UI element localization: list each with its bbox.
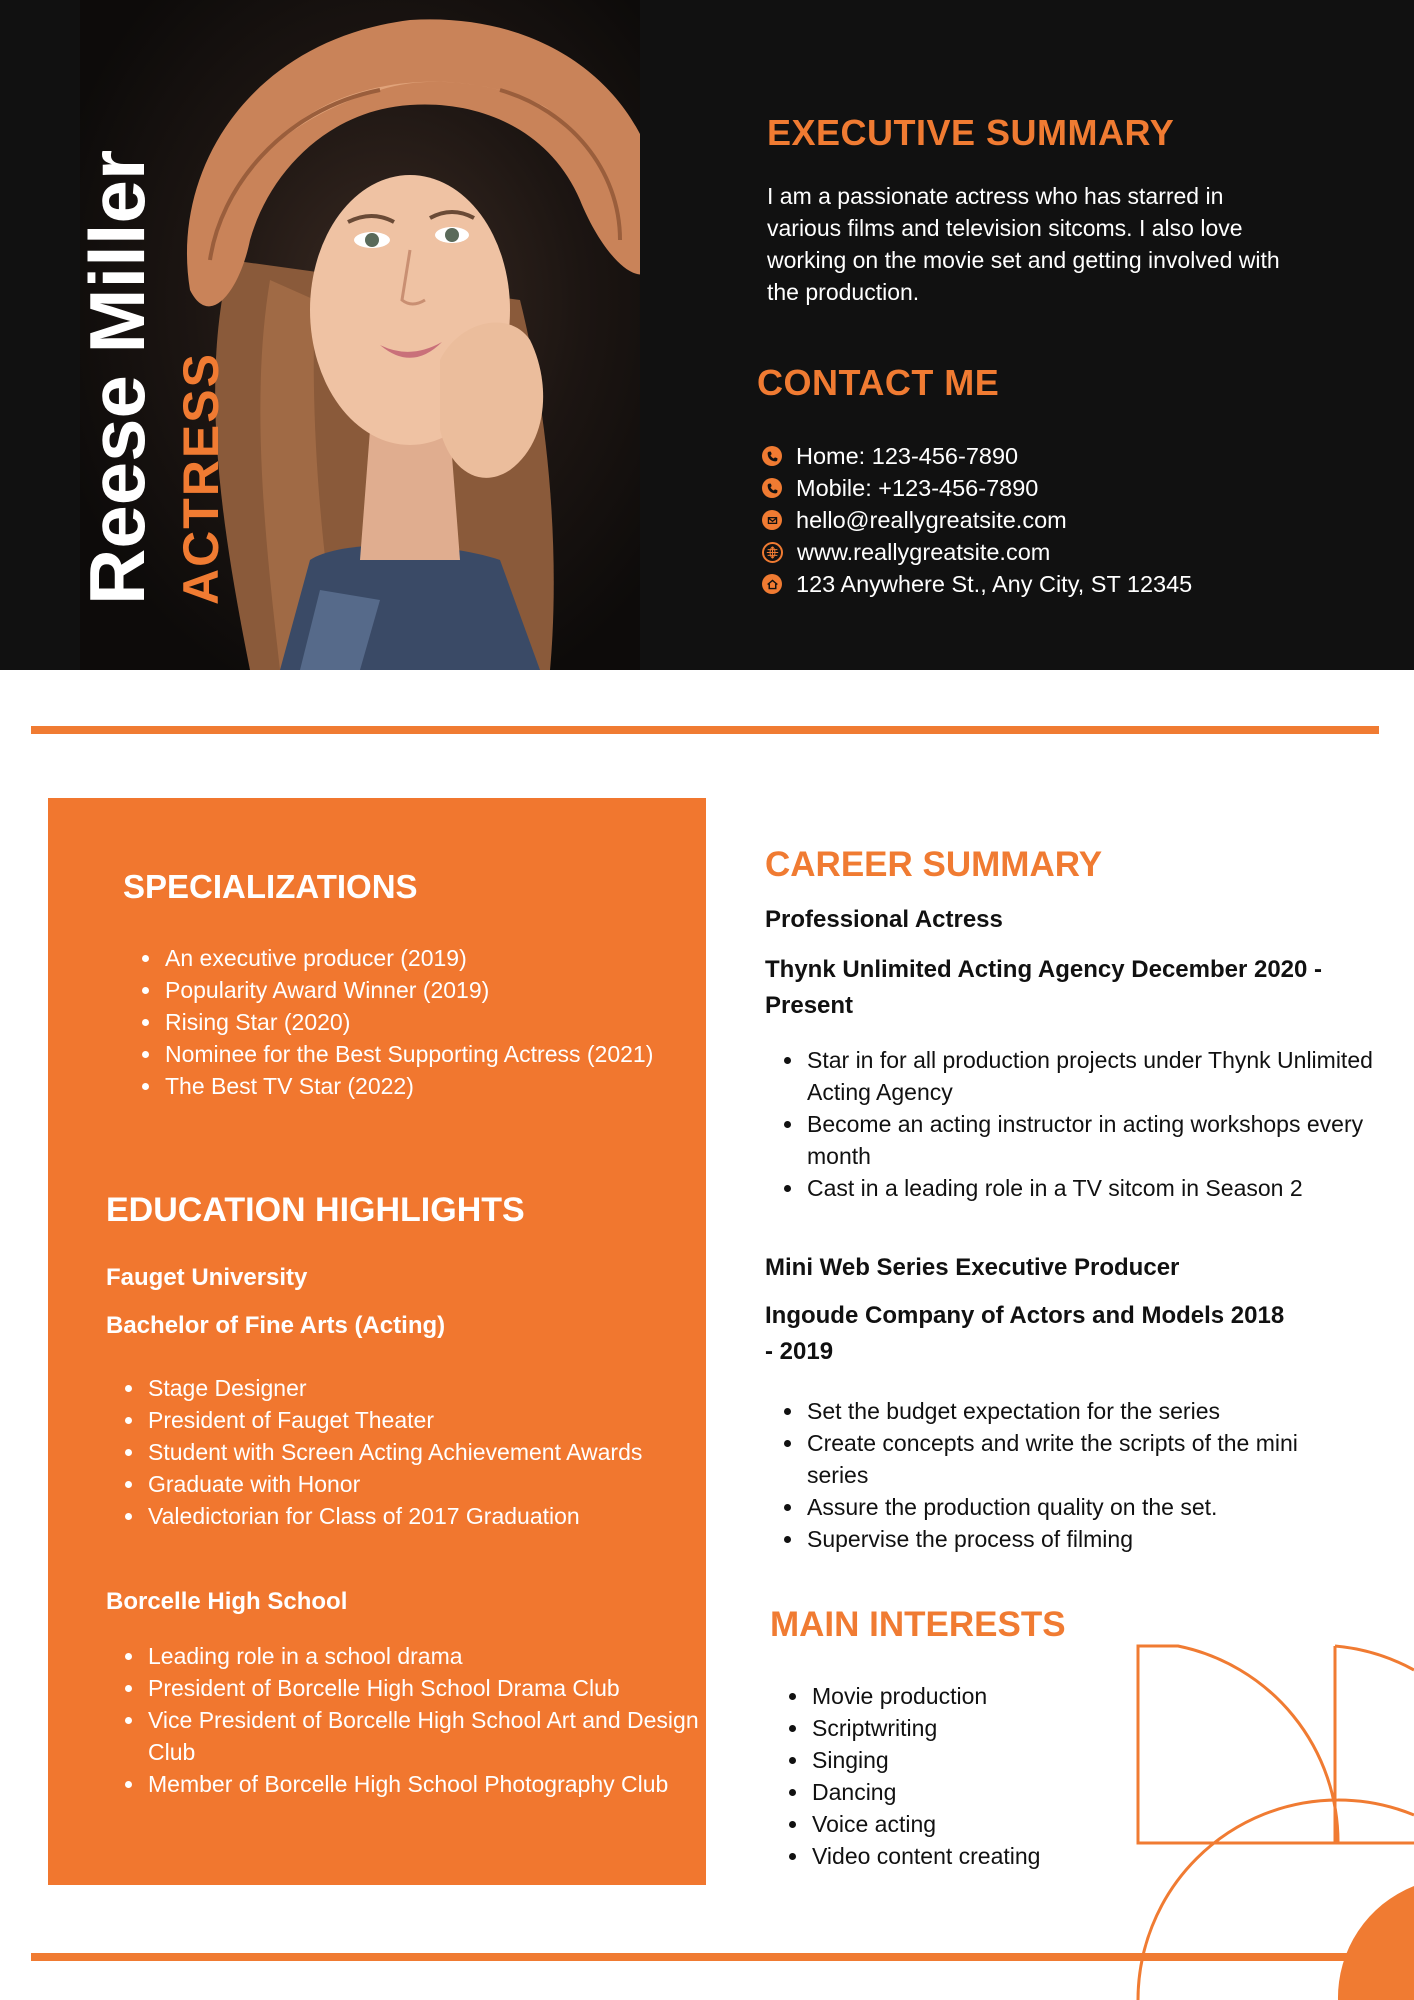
role-title: ACTRESS (173, 352, 229, 605)
job-company: Ingoude Company of Actors and Models 2018 - 2019 (765, 1302, 1285, 1365)
high-school-list (106, 1640, 726, 1800)
university-name: Fauget University (106, 1264, 308, 1291)
list-item: • Cast in a leading role in a TV sitcom in Season 2 (805, 1172, 1405, 1204)
list-item: • Valedictorian for Class of 2017 Graduation (146, 1500, 726, 1532)
executive-summary-heading: EXECUTIVE SUMMARY (767, 112, 1175, 153)
list-item: • Graduate with Honor (146, 1468, 726, 1500)
list-item: • Movie production (810, 1680, 1150, 1712)
list-item: • Supervise the process of filming (805, 1523, 1365, 1555)
list-item: • Leading role in a school drama (146, 1640, 726, 1672)
list-item: • Vice President of Borcelle High School Art and Design Club (146, 1704, 726, 1768)
globe-icon (762, 542, 783, 563)
job-position: Mini Web Series Executive Producer (765, 1254, 1180, 1281)
degree-name: Bachelor of Fine Arts (Acting) (106, 1312, 446, 1339)
contact-item-email[interactable] (762, 504, 1192, 536)
contact-heading: CONTACT ME (757, 362, 1000, 403)
job-duties-list (765, 1395, 1365, 1555)
list-item: • President of Fauget Theater (146, 1404, 726, 1436)
name-title: Reese Miller (73, 149, 161, 605)
portrait-photo (80, 0, 640, 670)
list-item: • The Best TV Star (2022) (163, 1070, 723, 1102)
education-heading: EDUCATION HIGHLIGHTS (106, 1191, 525, 1229)
list-item: • Nominee for the Best Supporting Actress (2021) (163, 1038, 723, 1070)
contact-item-address[interactable] (762, 568, 1192, 600)
job-position: Professional Actress (765, 906, 1003, 933)
decorative-shapes (1130, 1640, 1414, 2000)
contact-item-mobile-phone[interactable] (762, 472, 1192, 504)
list-item: • Video content creating (810, 1840, 1150, 1872)
list-item: • Star in for all production projects under Thynk Unlimited Acting Agency (805, 1044, 1405, 1108)
contact-email-text: hello@reallygreatsite.com (796, 506, 1067, 533)
contact-home-phone-text: Home: 123-456-7890 (796, 442, 1019, 469)
contact-address-text: 123 Anywhere St., Any City, ST 12345 (796, 570, 1193, 597)
job-company: Thynk Unlimited Acting Agency December 2020 - Present (765, 956, 1323, 1019)
list-item: • Assure the production quality on the set. (805, 1491, 1365, 1523)
career-summary-heading: CAREER SUMMARY (765, 845, 1103, 884)
job-duties-list (765, 1044, 1405, 1204)
home-icon (762, 574, 782, 594)
list-item: • Member of Borcelle High School Photography Club (146, 1768, 726, 1800)
university-list (106, 1372, 726, 1532)
list-item: • Popularity Award Winner (2019) (163, 974, 723, 1006)
top-divider (31, 726, 1379, 734)
list-item: • Student with Screen Acting Achievement Awards (146, 1436, 726, 1468)
list-item: • Become an acting instructor in acting workshops every month (805, 1108, 1405, 1172)
list-item: • Scriptwriting (810, 1712, 1150, 1744)
contact-item-website[interactable] (762, 536, 1192, 568)
contact-website-text: www.reallygreatsite.com (797, 538, 1051, 565)
list-item: • Dancing (810, 1776, 1150, 1808)
main-interests-heading: MAIN INTERESTS (770, 1605, 1066, 1644)
portrait-illustration (80, 0, 640, 670)
list-item: • Set the budget expectation for the series (805, 1395, 1365, 1427)
mail-icon (762, 510, 782, 530)
phone-icon (762, 446, 782, 466)
phone-icon (762, 478, 782, 498)
list-item: • An executive producer (2019) (163, 942, 723, 974)
contact-item-home-phone[interactable] (762, 440, 1192, 472)
list-item: • President of Borcelle High School Drama Club (146, 1672, 726, 1704)
interests-list (770, 1680, 1150, 1872)
list-item: • Stage Designer (146, 1372, 726, 1404)
contact-list (762, 440, 1192, 600)
list-item: • Singing (810, 1744, 1150, 1776)
list-item: • Rising Star (2020) (163, 1006, 723, 1038)
list-item: • Voice acting (810, 1808, 1150, 1840)
contact-mobile-phone-text: Mobile: +123-456-7890 (796, 474, 1039, 501)
executive-summary-text: I am a passionate actress who has starred in various films and television sitcoms. I also love working on the movie set and getting involved with the production. (767, 183, 1280, 305)
list-item: • Create concepts and write the scripts of the mini series (805, 1427, 1365, 1491)
high-school-name: Borcelle High School (106, 1588, 348, 1615)
bottom-divider (31, 1953, 1379, 1961)
specializations-list (123, 942, 723, 1102)
specializations-heading: SPECIALIZATIONS (123, 868, 418, 905)
